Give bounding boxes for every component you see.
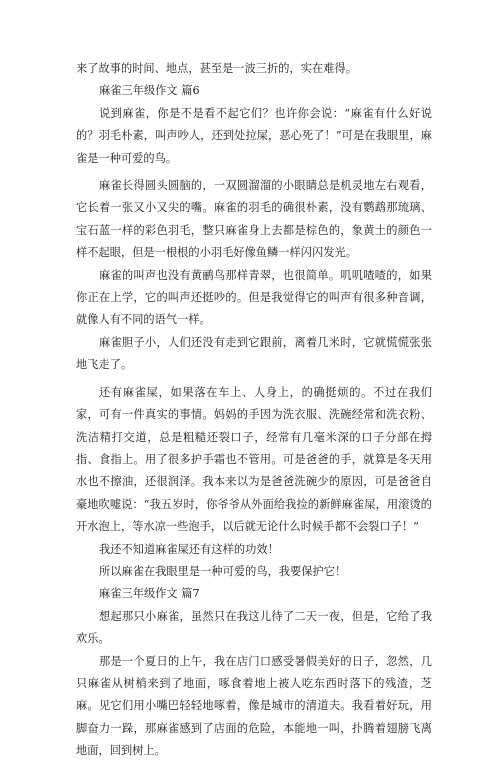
paragraph: 所以麻雀在我眼里是一种可爱的鸟，我要保护它！ <box>99 564 347 578</box>
paragraph: 想起那只小麻雀，虽然只在我这儿待了二天一夜，但是，它给了我欢乐。 <box>76 609 432 646</box>
document-body <box>76 58 432 763</box>
paragraph: 我还不知道麻雀屎还有这样的功效！ <box>99 542 279 556</box>
paragraph: 麻雀长得圆头圆脑的，一双圆溜溜的小眼睛总是机灵地左右观看，它长着一张又小又尖的嘴。麻雀的羽毛的确很朴素，没有鹦鹉那琉璃、宝石蓝一样的彩色羽毛，整只麻雀身上去都是棕色的，象黄土的颜色一样不起眼，但是一根根的小羽毛好像鱼鳞一样闪闪发光。 <box>76 179 432 260</box>
paragraph: 还有麻雀屎，如果落在车上、人身上，的确挺烦的。不过在我们家，可有一件真实的事情。妈妈的手因为洗衣服、洗碗经常和洗衣粉、洗洁精打交道，总是粗糙还裂口子，经常有几毫米深的口子分部在拇指、食指上。用了很多护手霜也不管用。可是爸爸的手，就算是冬天用水也不擦油，还很润泽。我本来以为是爸爸洗碗少的原因，可是爸爸自豪地吹嘘说：“我五岁时，你爷爷从外面给我捡的新鲜麻雀屎，用滚烫的开水泡上，等水凉一些泡手，以后就无论什么时候手都不会裂口子！” <box>76 385 432 534</box>
paragraph: 麻雀的叫声也没有黄鹂鸟那样青翠，也很简单。叽叽喳喳的，如果你正在上学，它的叫声还挺吵的。但是我觉得它的叫声有很多种音调，就像人有不同的语气一样。 <box>76 268 432 327</box>
section-heading-6: 麻雀三年级作文 篇6 <box>99 84 200 98</box>
paragraph: 那是一个夏日的上午，我在店门口感受暑假美好的日子，忽然，几只麻雀从树梢来到了地面，啄食着地上被人吃东西时落下的残渣，芝麻。见它们用小嘴巴轻轻地啄着，像是城市的清道夫。我看着好玩，用脚奋力一跺，那麻雀感到了店面的危险，本能地一叫，扑腾着翅膀飞离地面，回到树上。 <box>76 654 432 758</box>
paragraph: 麻雀胆子小，人们还没有走到它跟前，离着几米时，它就慌慌张张地飞走了。 <box>76 335 432 372</box>
paragraph: 说到麻雀，你是不是看不起它们？也许你会说：“麻雀有什么好说的？羽毛朴素，叫声吵人，还到处拉屎，恶心死了！”可是在我眼里，麻雀是一种可爱的鸟。 <box>76 106 432 165</box>
paragraph-intro-continuation: 来了故事的时间、地点，甚至是一波三折的，实在难得。 <box>76 62 357 75</box>
section-heading-7: 麻雀三年级作文 篇7 <box>99 587 200 601</box>
